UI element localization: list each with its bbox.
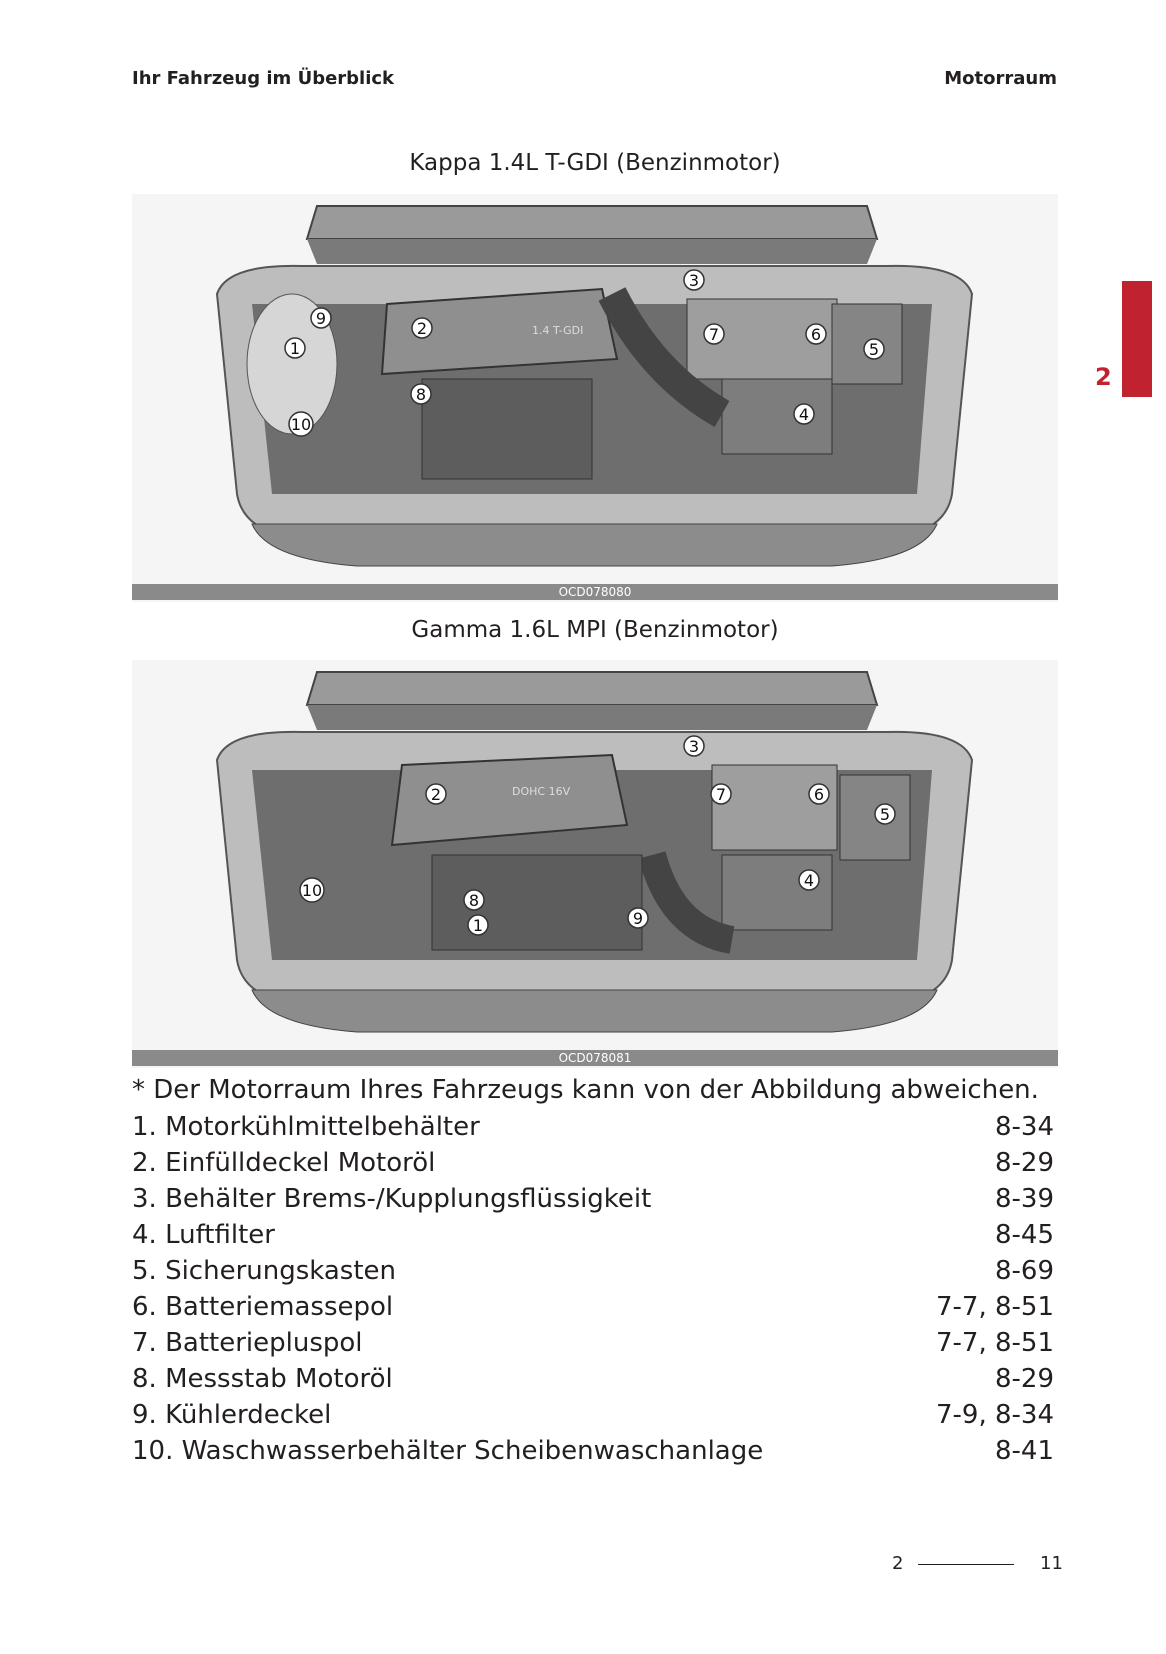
figure-2-callout-4 [799, 870, 819, 890]
legend-row [132, 1217, 1054, 1253]
svg-text:1: 1 [472, 916, 484, 935]
figure-1-callout-4 [794, 404, 814, 424]
legend-row [132, 1361, 1054, 1397]
figure-1-callout-7 [704, 324, 724, 344]
component-legend [132, 1109, 1054, 1469]
legend-label: 8. Messstab Motoröl [132, 1364, 393, 1394]
legend-row [132, 1325, 1054, 1361]
legend-row [132, 1145, 1054, 1181]
legend-pages: 7-9, 8-34 [935, 1400, 1054, 1430]
section-tab-number: 2 [1095, 363, 1112, 391]
figure-2-callout-1 [468, 915, 488, 935]
svg-text:10: 10 [290, 415, 312, 434]
legend-pages: 8-29 [994, 1364, 1054, 1394]
figure-2-callout-7 [711, 784, 731, 804]
figure-2-callout-9 [628, 908, 648, 928]
figure-1-caption: Kappa 1.4L T-GDI (Benzinmotor) [409, 150, 781, 176]
figure-1-cover-badge: 1.4 T-GDI [532, 324, 584, 337]
legend-row [132, 1109, 1054, 1145]
figure-1-callout-3 [684, 270, 704, 290]
footer-chapter-number: 2 [892, 1553, 904, 1574]
legend-pages: 8-69 [994, 1256, 1054, 1286]
svg-text:2: 2 [430, 785, 442, 804]
figure-1-callout-1 [285, 338, 305, 358]
figure-2-caption: Gamma 1.6L MPI (Benzinmotor) [411, 617, 779, 643]
figure-1-callout-10 [289, 412, 313, 436]
legend-row [132, 1397, 1054, 1433]
running-header-left: Ihr Fahrzeug im Überblick [132, 68, 395, 89]
legend-pages: 8-45 [994, 1220, 1054, 1250]
svg-text:4: 4 [798, 405, 810, 424]
figure-2-callout-10 [300, 878, 324, 902]
legend-row [132, 1253, 1054, 1289]
legend-label: 9. Kühlerdeckel [132, 1400, 332, 1430]
legend-pages: 7-7, 8-51 [935, 1292, 1054, 1322]
svg-text:5: 5 [879, 805, 891, 824]
running-header-right: Motorraum [944, 68, 1057, 89]
legend-label: 5. Sicherungskasten [132, 1256, 397, 1286]
svg-text:7: 7 [715, 785, 727, 804]
svg-text:1: 1 [289, 339, 301, 358]
footer-rule [918, 1564, 1014, 1565]
figure-1-callout-9 [311, 308, 331, 328]
svg-text:3: 3 [688, 737, 700, 756]
section-tab-marker [1122, 281, 1152, 397]
svg-text:6: 6 [813, 785, 825, 804]
legend-label: 6. Batteriemassepol [132, 1292, 394, 1322]
figure-2-callout-3 [684, 736, 704, 756]
figure-2-cover-badge: DOHC 16V [512, 785, 571, 798]
svg-text:2: 2 [416, 319, 428, 338]
svg-text:8: 8 [415, 385, 427, 404]
legend-label: 3. Behälter Brems-/Kupplungsflüssigkeit [132, 1184, 652, 1214]
svg-text:9: 9 [632, 909, 644, 928]
figure-1-callout-6 [806, 324, 826, 344]
figure-1-callout-8 [411, 384, 431, 404]
legend-pages: 8-34 [994, 1112, 1054, 1142]
legend-label: 2. Einfülldeckel Motoröl [132, 1148, 436, 1178]
legend-row [132, 1289, 1054, 1325]
figure-1-callout-5 [864, 339, 884, 359]
figure-1-engine-illustration [132, 194, 1058, 602]
svg-text:3: 3 [688, 271, 700, 290]
legend-row [132, 1181, 1054, 1217]
legend-label: 10. Waschwasserbehälter Scheibenwaschanlage [132, 1436, 764, 1466]
figure-2-callout-6 [809, 784, 829, 804]
legend-label: 7. Batteriepluspol [132, 1328, 363, 1358]
figure-2-battery [712, 765, 837, 850]
figure-2-engine-illustration [132, 660, 1058, 1068]
figure-1-air-filter [722, 379, 832, 454]
figure-1-callout-2 [412, 318, 432, 338]
svg-text:4: 4 [803, 871, 815, 890]
figure-2-air-filter [722, 855, 832, 930]
legend-label: 1. Motorkühlmittelbehälter [132, 1112, 480, 1142]
svg-text:7: 7 [708, 325, 720, 344]
figure-2-callout-8 [464, 890, 484, 910]
figure-1-code: OCD078080 [132, 584, 1058, 600]
legend-pages: 8-39 [994, 1184, 1054, 1214]
footer-page-number: 11 [1040, 1553, 1063, 1574]
svg-text:9: 9 [315, 309, 327, 328]
disclaimer-note: * Der Motorraum Ihres Fahrzeugs kann von der Abbildung abweichen. [132, 1075, 1039, 1105]
svg-text:6: 6 [810, 325, 822, 344]
figure-2-code: OCD078081 [132, 1050, 1058, 1066]
legend-pages: 8-41 [994, 1436, 1054, 1466]
svg-text:8: 8 [468, 891, 480, 910]
svg-text:10: 10 [301, 881, 323, 900]
legend-pages: 8-29 [994, 1148, 1054, 1178]
figure-2-callout-5 [875, 804, 895, 824]
legend-label: 4. Luftfilter [132, 1220, 275, 1250]
figure-2-callout-2 [426, 784, 446, 804]
legend-row [132, 1433, 1054, 1469]
legend-pages: 7-7, 8-51 [935, 1328, 1054, 1358]
svg-text:5: 5 [868, 340, 880, 359]
